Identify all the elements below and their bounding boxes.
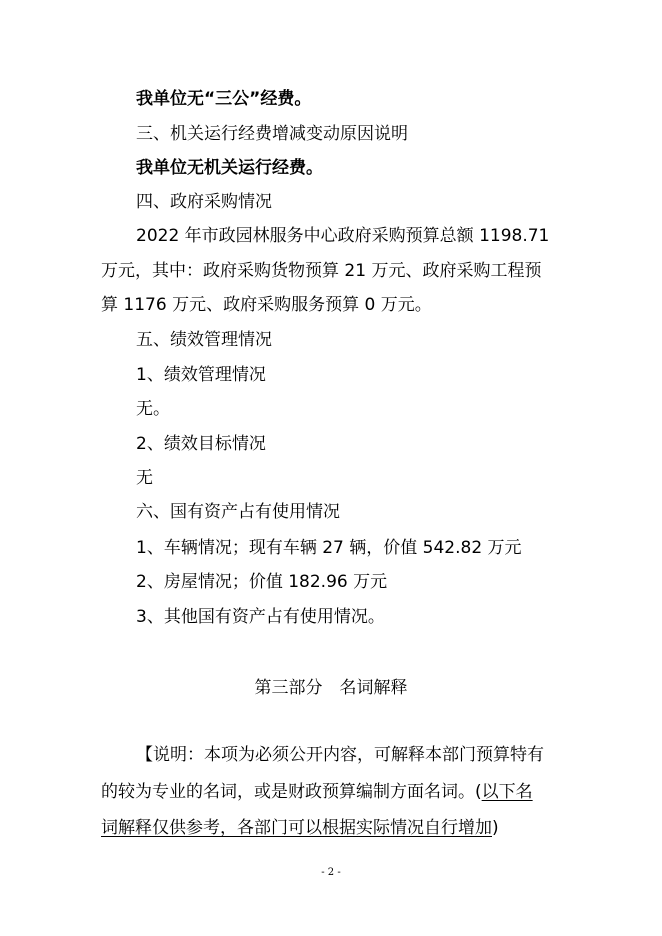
- page-number: - 2 -: [321, 867, 341, 878]
- section-heading-operating-expenses: 三、机关运行经费增减变动原因说明: [136, 124, 408, 144]
- performance-management-value: 无。: [136, 399, 170, 419]
- note-line-3-underlined: 词解释仅供参考，各部门可以根据实际情况自行增加: [101, 818, 492, 838]
- assets-other-line: 3、其他国有资产占有使用情况。: [136, 607, 385, 627]
- no-operating-expenses-statement: 我单位无机关运行经费。: [136, 158, 323, 178]
- subheading-performance-targets: 2、绩效目标情况: [136, 434, 266, 454]
- procurement-paragraph-line-2: 万元，其中：政府采购货物预算 21 万元、政府采购工程预: [101, 261, 542, 281]
- section-heading-state-assets: 六、国有资产占有使用情况: [136, 502, 340, 522]
- part-three-heading: 第三部分 名词解释: [254, 678, 408, 698]
- note-line-2-text: 的较为专业的名词，或是财政预算编制方面名词。(: [101, 782, 482, 802]
- note-line-2-underlined: 以下名: [481, 782, 533, 802]
- subheading-performance-management: 1、绩效管理情况: [136, 365, 266, 385]
- procurement-paragraph-line-3: 算 1176 万元、政府采购服务预算 0 万元。: [101, 295, 432, 315]
- note-line-3: [101, 817, 499, 839]
- note-line-1: 【说明：本项为必须公开内容，可解释本部门预算特有: [136, 745, 544, 765]
- performance-targets-value: 无: [136, 468, 153, 488]
- section-heading-performance: 五、绩效管理情况: [136, 330, 272, 350]
- note-line-3-paren: ): [492, 818, 499, 838]
- procurement-paragraph-line-1: 2022 年市政园林服务中心政府采购预算总额 1198.71: [136, 226, 550, 246]
- no-three-public-expenses-statement: 我单位无“三公”经费。: [136, 89, 312, 109]
- section-heading-procurement: 四、政府采购情况: [136, 192, 272, 212]
- assets-buildings-line: 2、房屋情况；价值 182.96 万元: [136, 572, 388, 592]
- note-line-2: [101, 781, 533, 803]
- assets-vehicles-line: 1、车辆情况；现有车辆 27 辆，价值 542.82 万元: [136, 538, 522, 558]
